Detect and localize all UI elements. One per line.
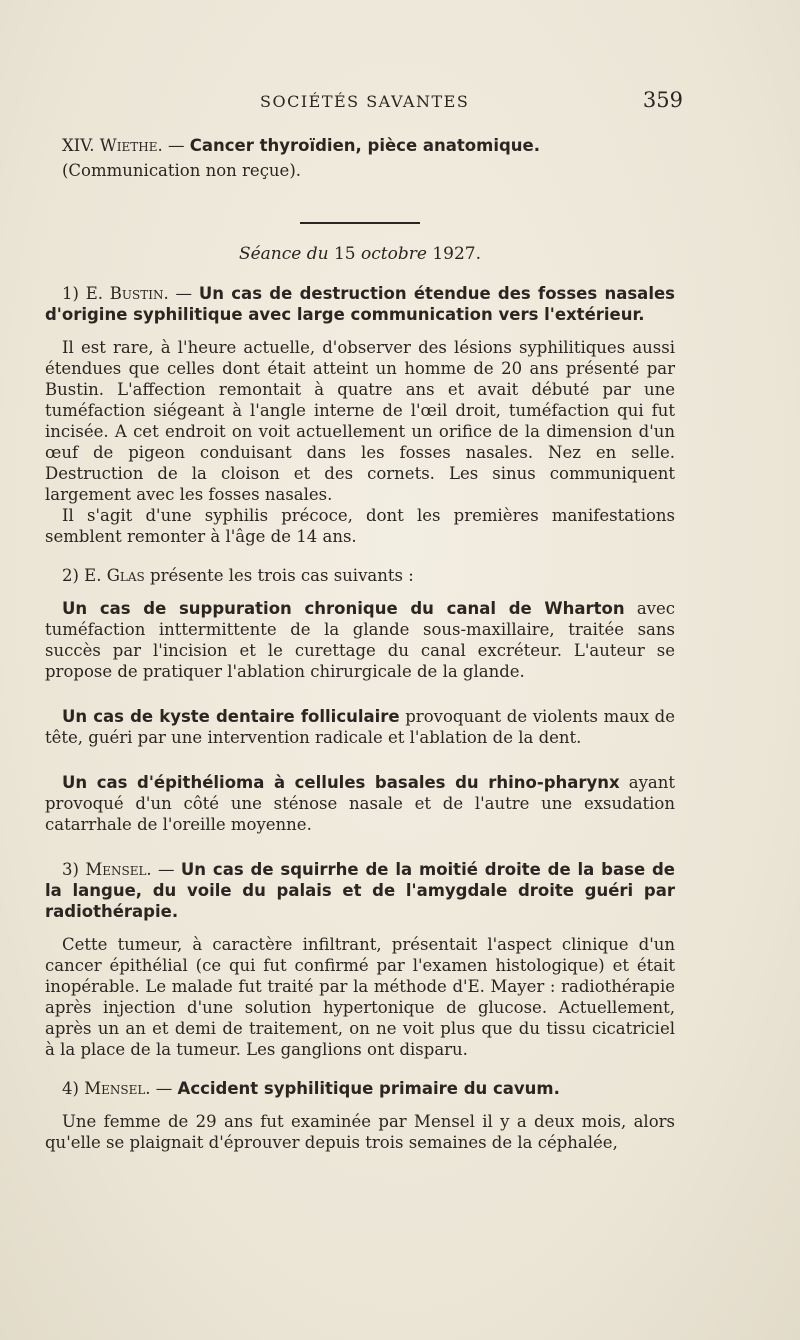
- item-3-author: Mensel: [85, 859, 147, 879]
- item-4-number: 4): [62, 1078, 85, 1098]
- item-1-number: 1) E.: [62, 283, 110, 303]
- item-1-title: Un cas de destruction étendue des fosses nasales d'origine syphilitique avec large communication vers l'extérieur.: [45, 283, 675, 324]
- item-4-paragraph: Une femme de 29 ans fut examinée par Mensel il y a deux mois, alors qu'elle se plaignait d'éprouver depuis trois semaines de la céphalée,: [45, 1111, 675, 1152]
- item-3-title: Un cas de squirrhe de la moitié droite de la base de la langue, du voile du palais et de l'amygdale droite guéri par radiothérapie.: [45, 859, 676, 921]
- case-1-text: avec tuméfaction inttermittente de la glande sous-maxillaire, traitée sans succès par l'incision et le curettage du canal excréteur. L'auteur se propose de pratiquer l'ablation chirurgicale de la glande.: [45, 598, 675, 681]
- page-number: 359: [642, 88, 683, 112]
- case-1-title: Un cas de suppuration chronique du canal de Wharton: [62, 598, 625, 618]
- item-4-heading: [45, 1078, 675, 1099]
- session-year: 1927.: [426, 243, 482, 264]
- page-header: [60, 88, 685, 118]
- case-2-text: provoquant de violents maux de tête, guéri par une intervention radicale et l'ablation de la dent.: [45, 706, 675, 747]
- item-2-heading: [45, 565, 675, 586]
- item-3-paragraph: Cette tumeur, à caractère infiltrant, présentait l'aspect clinique d'un cancer épithélial (ce qui fut confirmé par l'examen histologique) et était inopérable. Le malade fut traité par la méthode d'E. Mayer : radiothérapie après injection d'une solution hypertonique de glucose. Actuellement, après un an et demi de traitement, on ne voit plus que du tissu cicatriciel à la place de la tumeur. Les ganglions ont disparu.: [45, 934, 675, 1059]
- item-4-author: Mensel: [84, 1078, 146, 1098]
- item-2-case-3: [45, 772, 675, 835]
- item-2-case-1: [45, 598, 675, 682]
- session-day: 15: [328, 243, 362, 264]
- item-2-case-2: [45, 706, 675, 748]
- item-3-number: 3): [62, 859, 86, 879]
- item-1-paragraph-1: Il est rare, à l'heure actuelle, d'observer des lésions syphilitiques aussi étendues que celles dont était atteint un homme de 20 ans présenté par Bustin. L'affection remontait à quatre ans et avait débuté par une tuméfaction siégeant à l'angle interne de l'œil droit, tuméfaction qui fut incisée. A cet endroit on voit actuellement un orifice de la dimension d'un œuf de pigeon conduisant dans les fosses nasales. Nez en selle. Destruction de la cloison et des cornets. Les sinus communiquent largement avec les fosses nasales.: [45, 337, 675, 504]
- item-3-separator: . —: [146, 859, 181, 879]
- item-4-title: Accident syphilitique primaire du cavum.: [177, 1078, 560, 1098]
- item-14-separator: . —: [157, 136, 190, 155]
- item-2-author: Glas: [106, 565, 145, 585]
- item-1-heading: [45, 283, 675, 325]
- session-month: octobre: [361, 243, 427, 264]
- item-2-number: 2) E.: [62, 565, 107, 585]
- item-14-heading: [45, 135, 675, 156]
- item-1-paragraph-2: Il s'agit d'une syphilis précoce, dont les premières manifestations semblent remonter à l'âge de 14 ans.: [45, 505, 675, 546]
- item-4-separator: . —: [145, 1078, 178, 1098]
- item-14-note: (Communication non reçue).: [62, 161, 302, 180]
- section-divider: [300, 222, 420, 224]
- session-date: [45, 244, 675, 265]
- item-14-author: Wiethe: [99, 136, 158, 155]
- case-3-text: ayant provoqué d'un côté une sténose nasale et de l'autre une exsudation catarrhale de l'oreille moyenne.: [45, 772, 676, 834]
- item-3-heading: [45, 859, 675, 922]
- item-14-number: XIV.: [62, 136, 100, 155]
- session-prefix: Séance du: [238, 243, 329, 264]
- item-1-separator: . —: [163, 283, 199, 303]
- item-2-intro: présente les trois cas suivants :: [144, 565, 414, 585]
- case-2-title: Un cas de kyste dentaire folliculaire: [62, 706, 400, 726]
- page-content: [45, 135, 675, 1153]
- running-head: SOCIÉTÉS SAVANTES: [260, 92, 470, 111]
- item-14-title: Cancer thyroïdien, pièce anatomique.: [189, 136, 541, 155]
- case-3-title: Un cas d'épithélioma à cellules basales du rhino-pharynx: [62, 772, 620, 792]
- item-1-author: Bustin: [109, 283, 164, 303]
